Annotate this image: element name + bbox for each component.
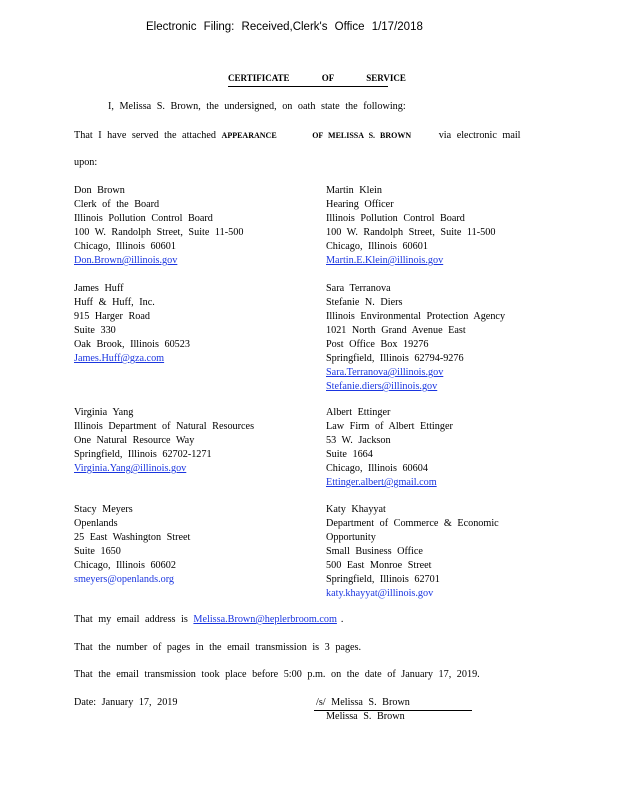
certificate-title: CERTIFICATE OF SERVICE <box>228 73 406 83</box>
recipient-email-link[interactable]: Virginia.Yang@illinois.gov <box>74 463 187 474</box>
recipient-email-link[interactable]: Stefanie.diers@illinois.gov <box>326 381 438 392</box>
recipient-line: Post Office Box 19276 <box>326 339 429 350</box>
recipient-email-link[interactable]: Sara.Terranova@illinois.gov <box>326 367 444 378</box>
recipient-line: Law Firm of Albert Ettinger <box>326 421 453 432</box>
recipient-line: Albert Ettinger <box>326 407 391 418</box>
recipient-line: Small Business Office <box>326 546 423 557</box>
recipient-line: 1021 North Grand Avenue East <box>326 325 466 336</box>
recipient-email-link[interactable]: smeyers@openlands.org <box>74 574 175 585</box>
email-statement <box>74 614 343 625</box>
signer-name: Melissa S. Brown <box>326 711 405 722</box>
recipient-line: Oak Brook, Illinois 60523 <box>74 339 190 350</box>
recipient-line: Springfield, Illinois 62702-1271 <box>74 449 212 460</box>
recipient-email-link[interactable]: Don.Brown@illinois.gov <box>74 255 178 266</box>
filing-stamp: Electronic Filing: Received,Clerk's Office 1/17/2018 <box>146 21 423 33</box>
recipient-line: Virginia Yang <box>74 407 134 418</box>
recipient-block <box>326 282 505 394</box>
recipient-block <box>74 406 254 476</box>
recipient-line: Katy Khayyat <box>326 504 386 515</box>
served-statement <box>74 130 521 141</box>
recipient-block <box>326 503 499 601</box>
intro-statement: I, Melissa S. Brown, the undersigned, on oath state the following: <box>108 101 406 112</box>
time-statement: That the email transmission took place before 5:00 p.m. on the date of January 17, 2019. <box>74 669 480 680</box>
date-line: Date: January 17, 2019 <box>74 697 178 708</box>
recipient-line: Clerk of the Board <box>74 199 160 210</box>
recipient-line: Chicago, Illinois 60601 <box>74 241 176 252</box>
recipient-line: 500 East Monroe Street <box>326 560 432 571</box>
recipient-block <box>326 406 465 490</box>
recipient-block <box>74 184 243 268</box>
served-doc-title-2: OF MELISSA S. BROWN <box>312 131 412 140</box>
recipient-line: One Natural Resource Way <box>74 435 195 446</box>
recipient-email-link[interactable]: James.Huff@gza.com <box>74 353 165 364</box>
recipient-line: Huff & Huff, Inc. <box>74 297 155 308</box>
recipient-line: Suite 330 <box>74 325 116 336</box>
recipient-line: Illinois Pollution Control Board <box>326 213 465 224</box>
recipient-line: Don Brown <box>74 185 125 196</box>
recipient-line: 53 W. Jackson <box>326 435 391 446</box>
recipient-line: James Huff <box>74 283 124 294</box>
title-underline <box>228 86 388 87</box>
recipient-line: Chicago, Illinois 60602 <box>74 560 176 571</box>
recipient-email-link[interactable]: Martin.E.Klein@illinois.gov <box>326 255 444 266</box>
recipient-line: Opportunity <box>326 532 376 543</box>
recipient-line: Openlands <box>74 518 118 529</box>
recipient-line: 100 W. Randolph Street, Suite 11-500 <box>74 227 244 238</box>
recipient-line: Martin Klein <box>326 185 382 196</box>
upon-label: upon: <box>74 157 98 168</box>
recipient-line: Suite 1650 <box>74 546 121 557</box>
recipient-block <box>326 184 495 268</box>
served-doc-title-1: APPEARANCE <box>221 131 277 140</box>
recipient-line: Illinois Pollution Control Board <box>74 213 213 224</box>
served-suffix: via electronic mail <box>438 130 521 141</box>
recipient-line: Suite 1664 <box>326 449 373 460</box>
recipient-line: Stacy Meyers <box>74 504 133 515</box>
recipient-line: Chicago, Illinois 60601 <box>326 241 428 252</box>
recipient-line: Sara Terranova <box>326 283 391 294</box>
recipient-line: Illinois Environmental Protection Agency <box>326 311 506 322</box>
pages-statement: That the number of pages in the email transmission is 3 pages. <box>74 642 362 653</box>
recipient-line: Hearing Officer <box>326 199 394 210</box>
recipient-line: 915 Harger Road <box>74 311 150 322</box>
recipient-line: Stefanie N. Diers <box>326 297 403 308</box>
email-statement-prefix: That my email address is <box>74 614 188 625</box>
recipient-line: Chicago, Illinois 60604 <box>326 463 428 474</box>
recipient-line: Department of Commerce & Economic <box>326 518 499 529</box>
email-statement-suffix: . <box>340 614 344 625</box>
recipient-line: Springfield, Illinois 62794-9276 <box>326 353 464 364</box>
recipient-line: Illinois Department of Natural Resources <box>74 421 255 432</box>
recipient-email-link[interactable]: katy.khayyat@illinois.gov <box>326 588 434 599</box>
recipient-block <box>74 282 190 366</box>
recipient-line: Springfield, Illinois 62701 <box>326 574 440 585</box>
served-prefix: That I have served the attached <box>74 130 216 141</box>
recipient-email-link[interactable]: Ettinger.albert@gmail.com <box>326 477 437 488</box>
recipient-line: 25 East Washington Street <box>74 532 191 543</box>
sender-email-link[interactable]: Melissa.Brown@heplerbroom.com <box>193 614 337 625</box>
recipient-line: 100 W. Randolph Street, Suite 11-500 <box>326 227 496 238</box>
recipient-block <box>74 503 190 587</box>
signature-slash-s: /s/ Melissa S. Brown <box>316 697 410 708</box>
